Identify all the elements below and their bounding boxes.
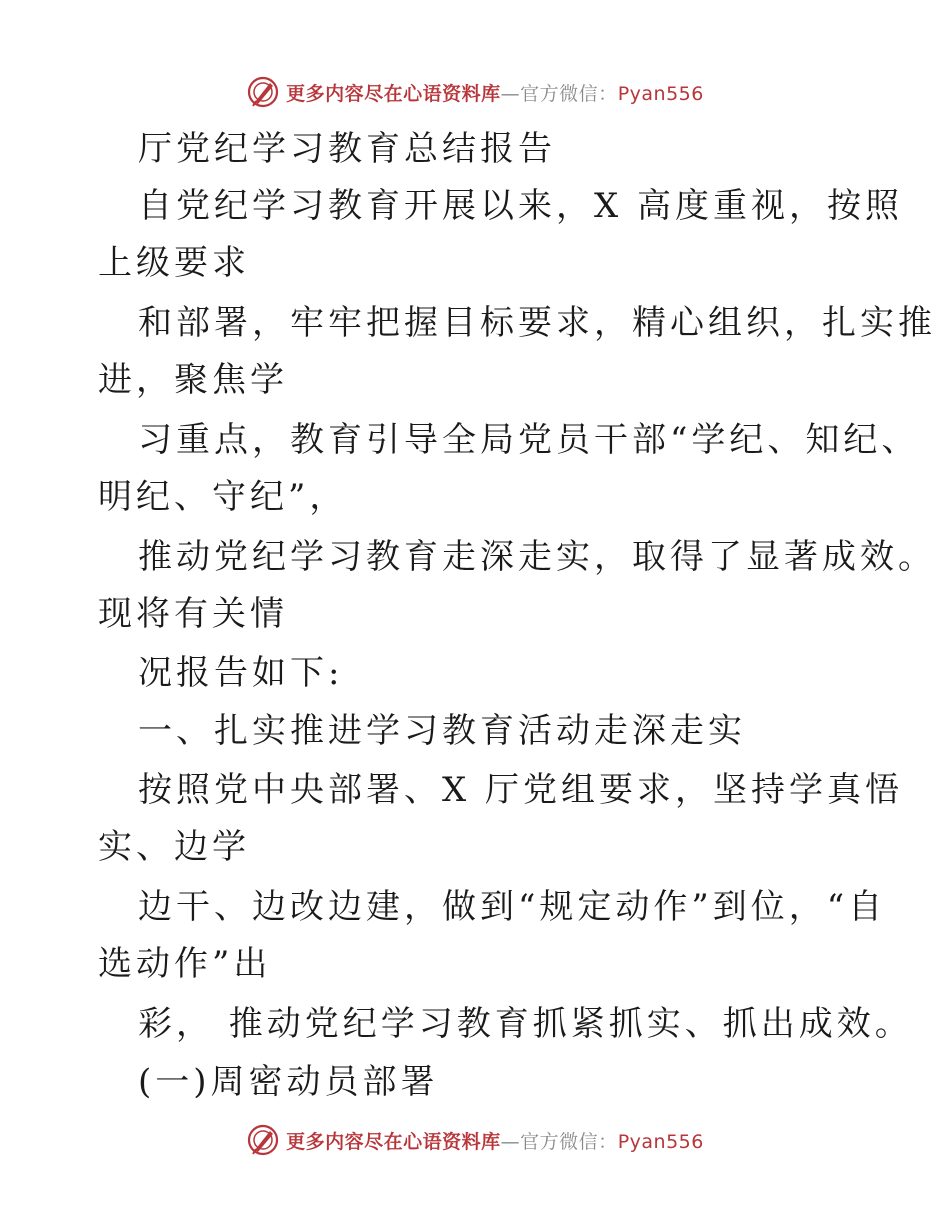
- paragraph-line: 彩， 推动党纪学习教育抓紧抓实、抓出成效。: [138, 1004, 913, 1044]
- paragraph-line: 明纪、守纪”，: [98, 477, 348, 517]
- banner-site-name: 更多内容尽在心语资料库: [286, 82, 501, 105]
- paragraph-line: 况报告如下:: [138, 653, 344, 693]
- paragraph-line: 进，聚焦学: [98, 360, 288, 400]
- paragraph-line: 自党纪学习教育开展以来，X 高度重视，按照: [138, 186, 904, 226]
- quill-pen-logo-icon: [246, 1123, 280, 1157]
- section-heading: 一、扎实推进学习教育活动走深走实: [138, 711, 746, 751]
- paragraph-line: 上级要求: [98, 243, 250, 283]
- banner-wechat-id: Pyan556: [617, 1130, 704, 1153]
- banner-text: [286, 79, 704, 106]
- banner-wechat-label: 官方微信：: [520, 82, 618, 105]
- paragraph-line: 习重点，教育引导全局党员干部“学纪、知纪、: [138, 420, 920, 460]
- footer-watermark-banner: [0, 1120, 950, 1160]
- banner-dash: —: [500, 1130, 521, 1153]
- subsection-heading: (一)周密动员部署: [138, 1062, 439, 1102]
- header-watermark-banner: [0, 72, 950, 112]
- banner-dash: —: [500, 82, 521, 105]
- banner-wechat-id: Pyan556: [617, 82, 704, 105]
- banner-text: [286, 1127, 704, 1154]
- banner-wechat-label: 官方微信：: [520, 1130, 618, 1153]
- paragraph-line: 按照党中央部署、X 厅党组要求，坚持学真悟: [138, 770, 904, 810]
- paragraph-line: 现将有关情: [98, 594, 288, 634]
- paragraph-line: 选动作”出: [98, 944, 272, 984]
- document-title: 厅党纪学习教育总结报告: [138, 129, 556, 169]
- banner-site-name: 更多内容尽在心语资料库: [286, 1130, 501, 1153]
- paragraph-line: 和部署，牢牢把握目标要求，精心组织，扎实推: [138, 303, 936, 343]
- paragraph-line: 边干、边改边建，做到“规定动作”到位，“自: [138, 887, 887, 927]
- quill-pen-logo-icon: [246, 75, 280, 109]
- paragraph-line: 推动党纪学习教育走深走实，取得了显著成效。: [138, 537, 936, 577]
- paragraph-line: 实、边学: [98, 827, 250, 867]
